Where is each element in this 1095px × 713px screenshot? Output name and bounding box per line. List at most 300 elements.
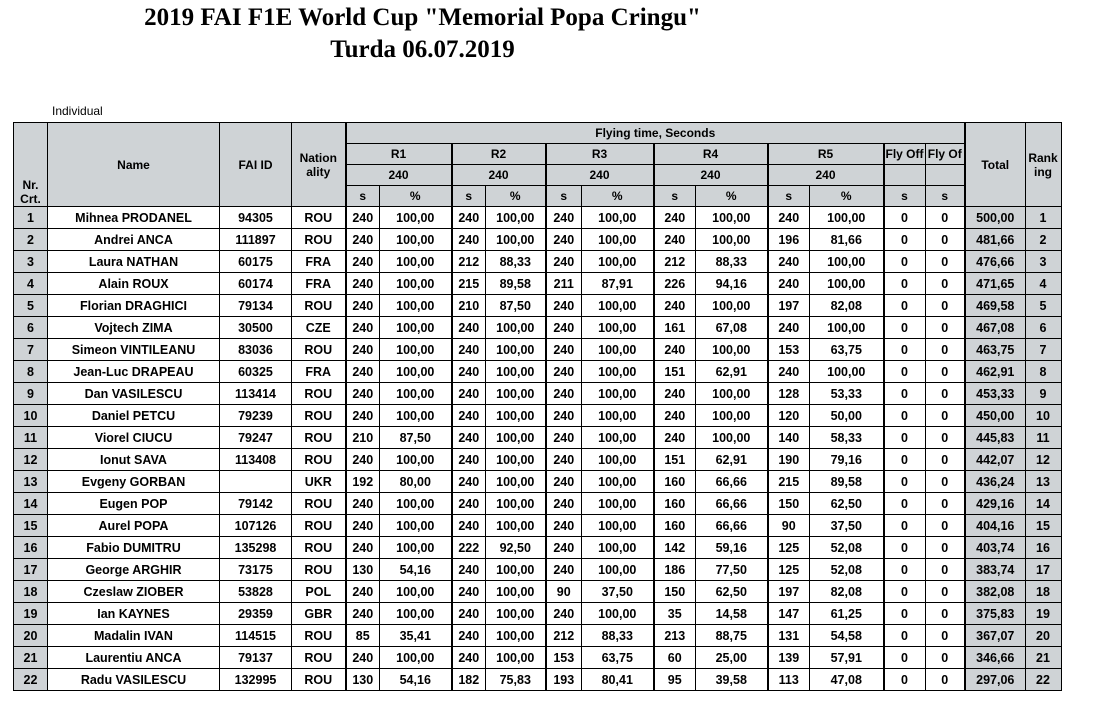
flyoff-2-seconds: 0	[925, 515, 965, 537]
round-4-seconds: 35	[654, 603, 696, 625]
nationality: ROU	[292, 383, 346, 405]
header-max-1: 240	[346, 165, 452, 186]
fai-id: 111897	[220, 229, 292, 251]
flyoff-2-seconds: 0	[925, 471, 965, 493]
round-4-percent: 66,66	[696, 493, 768, 515]
round-1-seconds: 240	[346, 449, 380, 471]
ranking: 19	[1025, 603, 1061, 625]
flyoff-2-seconds: 0	[925, 449, 965, 471]
flyoff-2-seconds: 0	[925, 295, 965, 317]
flyoff-2-seconds: 0	[925, 669, 965, 691]
ranking: 17	[1025, 559, 1061, 581]
round-3-percent: 100,00	[582, 449, 654, 471]
header-max-5: 240	[768, 165, 884, 186]
round-2-seconds: 240	[452, 581, 486, 603]
round-3-percent: 100,00	[582, 361, 654, 383]
round-1-seconds: 130	[346, 559, 380, 581]
round-3-percent: 37,50	[582, 581, 654, 603]
flyoff-1-seconds: 0	[884, 405, 926, 427]
round-2-percent: 100,00	[486, 559, 546, 581]
round-4-seconds: 150	[654, 581, 696, 603]
pilot-name: Evgeny GORBAN	[48, 471, 220, 493]
header-pct: %	[810, 186, 884, 207]
ranking: 1	[1025, 207, 1061, 229]
round-2-percent: 100,00	[486, 471, 546, 493]
table-row	[14, 383, 1062, 405]
round-1-seconds: 240	[346, 383, 380, 405]
round-4-percent: 88,75	[696, 625, 768, 647]
round-1-seconds: 240	[346, 581, 380, 603]
header-flyoff-2: Fly Of	[925, 144, 965, 165]
pilot-name: Mihnea PRODANEL	[48, 207, 220, 229]
pilot-name: Laurentiu ANCA	[48, 647, 220, 669]
flyoff-1-seconds: 0	[884, 493, 926, 515]
table-row	[14, 669, 1062, 691]
round-2-percent: 100,00	[486, 647, 546, 669]
pilot-name: Jean-Luc DRAPEAU	[48, 361, 220, 383]
row-number: 11	[14, 427, 48, 449]
fai-id: 113414	[220, 383, 292, 405]
fai-id: 60174	[220, 273, 292, 295]
round-4-percent: 14,58	[696, 603, 768, 625]
document-title: 2019 FAI F1E World Cup "Memorial Popa Cringu"	[144, 4, 701, 31]
round-2-seconds: 240	[452, 603, 486, 625]
row-number: 4	[14, 273, 48, 295]
round-4-seconds: 212	[654, 251, 696, 273]
header-flying-time: Flying time, Seconds	[346, 123, 966, 144]
pilot-name: Alain ROUX	[48, 273, 220, 295]
total-score: 467,08	[965, 317, 1025, 339]
header-nationality-line1: Nation	[299, 150, 337, 165]
round-2-seconds: 240	[452, 493, 486, 515]
round-1-percent: 35,41	[380, 625, 452, 647]
round-5-percent: 100,00	[810, 207, 884, 229]
row-number: 22	[14, 669, 48, 691]
round-4-seconds: 160	[654, 471, 696, 493]
header-s: s	[546, 186, 582, 207]
ranking: 3	[1025, 251, 1061, 273]
round-2-percent: 100,00	[486, 625, 546, 647]
round-2-seconds: 240	[452, 383, 486, 405]
round-4-percent: 66,66	[696, 515, 768, 537]
nationality: ROU	[292, 647, 346, 669]
header-ranking	[1025, 123, 1061, 207]
header-round-3: R3	[546, 144, 654, 165]
header-pct: %	[486, 186, 546, 207]
pilot-name: Ionut SAVA	[48, 449, 220, 471]
round-4-seconds: 151	[654, 449, 696, 471]
pilot-name: Viorel CIUCU	[48, 427, 220, 449]
round-5-percent: 50,00	[810, 405, 884, 427]
flyoff-2-seconds: 0	[925, 383, 965, 405]
round-1-percent: 80,00	[380, 471, 452, 493]
ranking: 12	[1025, 449, 1061, 471]
round-1-percent: 87,50	[380, 427, 452, 449]
round-5-seconds: 125	[768, 559, 810, 581]
row-number: 16	[14, 537, 48, 559]
round-1-percent: 100,00	[380, 361, 452, 383]
round-3-seconds: 240	[546, 405, 582, 427]
flyoff-2-seconds: 0	[925, 207, 965, 229]
header-s: s	[768, 186, 810, 207]
nationality: ROU	[292, 625, 346, 647]
round-4-percent: 59,16	[696, 537, 768, 559]
pilot-name: Dan VASILESCU	[48, 383, 220, 405]
round-2-seconds: 240	[452, 625, 486, 647]
nationality: ROU	[292, 427, 346, 449]
header-nationality	[292, 123, 346, 207]
flyoff-1-seconds: 0	[884, 647, 926, 669]
nationality: ROU	[292, 449, 346, 471]
table-row	[14, 229, 1062, 251]
round-1-seconds: 192	[346, 471, 380, 493]
total-score: 382,08	[965, 581, 1025, 603]
header-round-2: R2	[452, 144, 546, 165]
round-5-percent: 100,00	[810, 317, 884, 339]
total-score: 450,00	[965, 405, 1025, 427]
flyoff-2-seconds: 0	[925, 273, 965, 295]
total-score: 436,24	[965, 471, 1025, 493]
fai-id: 79239	[220, 405, 292, 427]
table-row	[14, 647, 1062, 669]
flyoff-1-seconds: 0	[884, 229, 926, 251]
header-s: s	[452, 186, 486, 207]
total-score: 404,16	[965, 515, 1025, 537]
round-5-seconds: 197	[768, 581, 810, 603]
round-1-percent: 100,00	[380, 339, 452, 361]
row-number: 8	[14, 361, 48, 383]
round-1-seconds: 240	[346, 493, 380, 515]
round-2-seconds: 240	[452, 559, 486, 581]
flyoff-1-seconds: 0	[884, 669, 926, 691]
round-1-percent: 54,16	[380, 669, 452, 691]
header-nationality-line2: ality	[306, 164, 331, 179]
nationality: ROU	[292, 669, 346, 691]
round-4-percent: 100,00	[696, 295, 768, 317]
round-2-percent: 100,00	[486, 493, 546, 515]
flyoff-1-seconds: 0	[884, 603, 926, 625]
header-nr	[14, 123, 48, 207]
table-body	[14, 207, 1062, 691]
flyoff-1-seconds: 0	[884, 537, 926, 559]
round-5-percent: 100,00	[810, 251, 884, 273]
round-4-percent: 39,58	[696, 669, 768, 691]
round-2-percent: 100,00	[486, 405, 546, 427]
row-number: 5	[14, 295, 48, 317]
round-2-seconds: 240	[452, 471, 486, 493]
round-3-percent: 100,00	[582, 229, 654, 251]
nationality: UKR	[292, 471, 346, 493]
nationality: ROU	[292, 295, 346, 317]
round-3-percent: 100,00	[582, 515, 654, 537]
pilot-name: Florian DRAGHICI	[48, 295, 220, 317]
table-row	[14, 361, 1062, 383]
round-2-percent: 100,00	[486, 229, 546, 251]
round-4-percent: 100,00	[696, 427, 768, 449]
total-score: 346,66	[965, 647, 1025, 669]
round-3-seconds: 240	[546, 251, 582, 273]
nationality: GBR	[292, 603, 346, 625]
round-3-seconds: 240	[546, 559, 582, 581]
round-5-seconds: 153	[768, 339, 810, 361]
fai-id: 60325	[220, 361, 292, 383]
nationality: ROU	[292, 559, 346, 581]
ranking: 20	[1025, 625, 1061, 647]
round-5-percent: 58,33	[810, 427, 884, 449]
header-nr-line1: Nr.	[22, 178, 39, 192]
ranking: 8	[1025, 361, 1061, 383]
round-3-seconds: 240	[546, 339, 582, 361]
round-2-seconds: 215	[452, 273, 486, 295]
round-2-seconds: 222	[452, 537, 486, 559]
round-2-seconds: 212	[452, 251, 486, 273]
fai-id: 94305	[220, 207, 292, 229]
round-2-percent: 100,00	[486, 361, 546, 383]
fai-id: 79137	[220, 647, 292, 669]
ranking: 5	[1025, 295, 1061, 317]
table-row	[14, 295, 1062, 317]
total-score: 383,74	[965, 559, 1025, 581]
fai-id: 73175	[220, 559, 292, 581]
round-4-seconds: 161	[654, 317, 696, 339]
round-3-percent: 100,00	[582, 207, 654, 229]
ranking: 10	[1025, 405, 1061, 427]
round-2-seconds: 240	[452, 427, 486, 449]
row-number: 14	[14, 493, 48, 515]
round-5-seconds: 139	[768, 647, 810, 669]
header-pct: %	[696, 186, 768, 207]
round-3-percent: 100,00	[582, 251, 654, 273]
round-3-percent: 100,00	[582, 427, 654, 449]
row-number: 18	[14, 581, 48, 603]
flyoff-2-seconds: 0	[925, 339, 965, 361]
round-4-seconds: 60	[654, 647, 696, 669]
round-3-percent: 100,00	[582, 339, 654, 361]
flyoff-1-seconds: 0	[884, 295, 926, 317]
round-2-percent: 100,00	[486, 427, 546, 449]
round-1-seconds: 130	[346, 669, 380, 691]
round-5-percent: 54,58	[810, 625, 884, 647]
flyoff-1-seconds: 0	[884, 251, 926, 273]
table-header	[14, 123, 1062, 207]
round-3-percent: 100,00	[582, 405, 654, 427]
round-1-percent: 100,00	[380, 515, 452, 537]
round-2-seconds: 240	[452, 361, 486, 383]
table-row	[14, 251, 1062, 273]
round-4-percent: 100,00	[696, 405, 768, 427]
header-nr-line2: Crt.	[20, 192, 41, 206]
round-4-seconds: 160	[654, 493, 696, 515]
round-4-seconds: 213	[654, 625, 696, 647]
round-3-seconds: 240	[546, 229, 582, 251]
flyoff-2-seconds: 0	[925, 647, 965, 669]
table-row	[14, 493, 1062, 515]
round-5-seconds: 140	[768, 427, 810, 449]
results-table	[13, 122, 1062, 691]
flyoff-1-seconds: 0	[884, 515, 926, 537]
ranking: 22	[1025, 669, 1061, 691]
round-5-seconds: 150	[768, 493, 810, 515]
flyoff-2-seconds: 0	[925, 493, 965, 515]
round-3-percent: 100,00	[582, 383, 654, 405]
fai-id: 83036	[220, 339, 292, 361]
nationality: ROU	[292, 229, 346, 251]
round-1-percent: 100,00	[380, 383, 452, 405]
round-1-seconds: 240	[346, 229, 380, 251]
round-5-seconds: 90	[768, 515, 810, 537]
row-number: 19	[14, 603, 48, 625]
round-5-seconds: 113	[768, 669, 810, 691]
round-1-seconds: 240	[346, 295, 380, 317]
round-5-seconds: 197	[768, 295, 810, 317]
pilot-name: Simeon VINTILEANU	[48, 339, 220, 361]
total-score: 375,83	[965, 603, 1025, 625]
table-row	[14, 537, 1062, 559]
nationality: CZE	[292, 317, 346, 339]
total-score: 471,65	[965, 273, 1025, 295]
round-4-seconds: 142	[654, 537, 696, 559]
header-s: s	[346, 186, 380, 207]
round-3-percent: 100,00	[582, 603, 654, 625]
table-row	[14, 559, 1062, 581]
round-1-seconds: 240	[346, 251, 380, 273]
row-number: 15	[14, 515, 48, 537]
round-4-percent: 25,00	[696, 647, 768, 669]
round-2-seconds: 240	[452, 515, 486, 537]
table-row	[14, 515, 1062, 537]
round-5-percent: 62,50	[810, 493, 884, 515]
round-2-seconds: 240	[452, 647, 486, 669]
round-4-percent: 100,00	[696, 383, 768, 405]
pilot-name: Czeslaw ZIOBER	[48, 581, 220, 603]
fai-id	[220, 471, 292, 493]
round-3-seconds: 212	[546, 625, 582, 647]
ranking: 2	[1025, 229, 1061, 251]
flyoff-1-seconds: 0	[884, 471, 926, 493]
ranking: 14	[1025, 493, 1061, 515]
round-4-seconds: 186	[654, 559, 696, 581]
total-score: 463,75	[965, 339, 1025, 361]
fai-id: 135298	[220, 537, 292, 559]
round-1-percent: 100,00	[380, 317, 452, 339]
round-4-seconds: 240	[654, 427, 696, 449]
round-5-percent: 89,58	[810, 471, 884, 493]
round-4-percent: 100,00	[696, 339, 768, 361]
row-number: 21	[14, 647, 48, 669]
flyoff-1-seconds: 0	[884, 207, 926, 229]
round-3-seconds: 90	[546, 581, 582, 603]
header-name: Name	[48, 123, 220, 207]
flyoff-2-seconds: 0	[925, 405, 965, 427]
round-5-percent: 53,33	[810, 383, 884, 405]
row-number: 13	[14, 471, 48, 493]
round-3-seconds: 240	[546, 449, 582, 471]
round-5-seconds: 147	[768, 603, 810, 625]
nationality: ROU	[292, 207, 346, 229]
header-round-1: R1	[346, 144, 452, 165]
round-3-seconds: 211	[546, 273, 582, 295]
round-2-seconds: 240	[452, 207, 486, 229]
round-1-percent: 100,00	[380, 207, 452, 229]
total-score: 442,07	[965, 449, 1025, 471]
pilot-name: Andrei ANCA	[48, 229, 220, 251]
round-3-percent: 88,33	[582, 625, 654, 647]
round-5-seconds: 196	[768, 229, 810, 251]
round-5-seconds: 215	[768, 471, 810, 493]
round-1-seconds: 240	[346, 273, 380, 295]
round-5-percent: 100,00	[810, 273, 884, 295]
flyoff-1-seconds: 0	[884, 361, 926, 383]
flyoff-1-seconds: 0	[884, 317, 926, 339]
header-pct: %	[582, 186, 654, 207]
round-3-percent: 100,00	[582, 559, 654, 581]
table-row	[14, 405, 1062, 427]
round-5-percent: 47,08	[810, 669, 884, 691]
flyoff-1-seconds: 0	[884, 581, 926, 603]
round-1-percent: 100,00	[380, 647, 452, 669]
ranking: 13	[1025, 471, 1061, 493]
round-1-percent: 100,00	[380, 229, 452, 251]
row-number: 7	[14, 339, 48, 361]
round-1-seconds: 210	[346, 427, 380, 449]
total-score: 403,74	[965, 537, 1025, 559]
row-number: 3	[14, 251, 48, 273]
round-1-percent: 100,00	[380, 537, 452, 559]
round-1-percent: 100,00	[380, 405, 452, 427]
row-number: 12	[14, 449, 48, 471]
fai-id: 132995	[220, 669, 292, 691]
round-4-seconds: 151	[654, 361, 696, 383]
round-5-percent: 82,08	[810, 295, 884, 317]
round-5-seconds: 125	[768, 537, 810, 559]
round-2-seconds: 182	[452, 669, 486, 691]
fai-id: 60175	[220, 251, 292, 273]
round-3-seconds: 240	[546, 317, 582, 339]
round-2-percent: 88,33	[486, 251, 546, 273]
round-3-seconds: 240	[546, 515, 582, 537]
flyoff-1-seconds: 0	[884, 559, 926, 581]
round-1-percent: 100,00	[380, 251, 452, 273]
round-2-percent: 75,83	[486, 669, 546, 691]
round-3-percent: 80,41	[582, 669, 654, 691]
header-pct: %	[380, 186, 452, 207]
fai-id: 114515	[220, 625, 292, 647]
nationality: FRA	[292, 361, 346, 383]
header-ranking-line2: ing	[1034, 164, 1052, 179]
nationality: ROU	[292, 493, 346, 515]
header-max-2: 240	[452, 165, 546, 186]
round-3-seconds: 240	[546, 537, 582, 559]
round-1-percent: 100,00	[380, 273, 452, 295]
round-3-seconds: 240	[546, 493, 582, 515]
round-5-percent: 100,00	[810, 361, 884, 383]
nationality: ROU	[292, 515, 346, 537]
round-2-seconds: 240	[452, 339, 486, 361]
round-3-seconds: 240	[546, 471, 582, 493]
round-1-percent: 100,00	[380, 581, 452, 603]
round-2-percent: 100,00	[486, 339, 546, 361]
nationality: ROU	[292, 339, 346, 361]
ranking: 21	[1025, 647, 1061, 669]
round-1-seconds: 240	[346, 537, 380, 559]
table-row	[14, 427, 1062, 449]
round-2-seconds: 240	[452, 405, 486, 427]
round-5-seconds: 240	[768, 207, 810, 229]
round-3-seconds: 153	[546, 647, 582, 669]
round-3-seconds: 240	[546, 361, 582, 383]
table-row	[14, 207, 1062, 229]
total-score: 469,58	[965, 295, 1025, 317]
